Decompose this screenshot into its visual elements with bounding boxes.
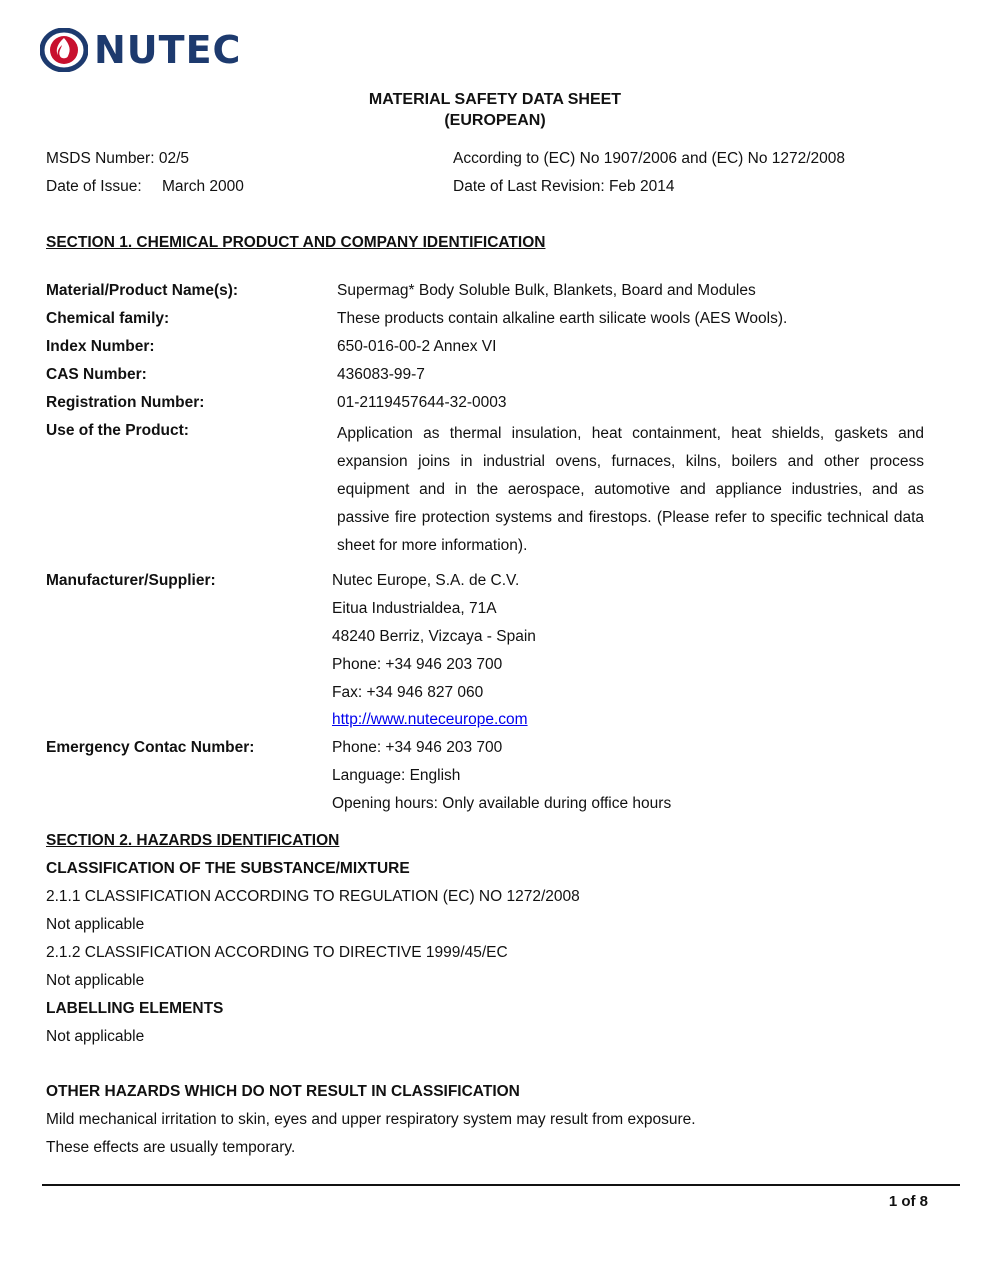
manufacturer-line: Nutec Europe, S.A. de C.V.: [332, 572, 520, 589]
date-of-issue-value: March 2000: [162, 178, 244, 195]
msds-number: MSDS Number: 02/5: [46, 150, 189, 167]
classification-1272: 2.1.1 CLASSIFICATION ACCORDING TO REGULATION (EC) NO 1272/2008: [46, 888, 580, 905]
page-number: 1 of 8: [888, 1193, 928, 1210]
website-link[interactable]: http://www.nuteceurope.com: [332, 711, 528, 728]
field-label: Material/Product Name(s):: [46, 282, 239, 299]
section1-heading: SECTION 1. CHEMICAL PRODUCT AND COMPANY IDENTIFICATION: [46, 234, 546, 251]
emergency-phone: Phone: +34 946 203 700: [332, 739, 503, 756]
flame-emblem-icon: [40, 28, 88, 72]
other-hazards-text: These effects are usually temporary.: [46, 1139, 296, 1156]
use-of-product-label: Use of the Product:: [46, 422, 189, 439]
classification-1999: 2.1.2 CLASSIFICATION ACCORDING TO DIRECTIVE 1999/45/EC: [46, 944, 508, 961]
emergency-language: Language: English: [332, 767, 461, 784]
use-of-product-text: Application as thermal insulation, heat containment, heat shields, gaskets and expansion joins in industrial ovens, furnaces, kilns, boilers and other process equipment and in the aerospace, automotive and appliance industries, and as passive fire protection systems and firestops. (Please refer to specific technical data sheet for more information).: [337, 425, 924, 554]
field-value: 650-016-00-2 Annex VI: [337, 338, 497, 355]
field-label: CAS Number:: [46, 366, 147, 383]
field-label: Index Number:: [46, 338, 155, 355]
other-hazards-text: Mild mechanical irritation to skin, eyes and upper respiratory system may result from exposure.: [46, 1111, 696, 1128]
regulation-reference: According to (EC) No 1907/2006 and (EC) No 1272/2008: [453, 150, 846, 167]
field-label: Registration Number:: [46, 394, 205, 411]
manufacturer-line: 48240 Berriz, Vizcaya - Spain: [332, 628, 536, 645]
emergency-hours: Opening hours: Only available during office hours: [332, 795, 672, 812]
date-of-issue-label: Date of Issue:: [46, 178, 142, 195]
last-revision-date: Date of Last Revision: Feb 2014: [453, 178, 675, 195]
classification-1999-value: Not applicable: [46, 972, 145, 989]
field-value: Supermag* Body Soluble Bulk, Blankets, Board and Modules: [337, 282, 756, 299]
manufacturer-fax: Fax: +34 946 827 060: [332, 684, 484, 701]
classification-heading: CLASSIFICATION OF THE SUBSTANCE/MIXTURE: [46, 860, 410, 877]
manufacturer-line: Eitua Industrialdea, 71A: [332, 600, 497, 617]
document-subtitle: (EUROPEAN): [444, 112, 546, 129]
field-value: 436083-99-7: [337, 366, 425, 383]
other-hazards-heading: OTHER HAZARDS WHICH DO NOT RESULT IN CLASSIFICATION: [46, 1083, 520, 1100]
emergency-label: Emergency Contac Number:: [46, 739, 255, 756]
logo-wordmark: NUTEC: [94, 28, 242, 72]
field-value: These products contain alkaline earth silicate wools (AES Wools).: [337, 310, 788, 327]
footer-divider: [42, 1184, 960, 1186]
nutec-logo: [40, 28, 241, 72]
document-title: MATERIAL SAFETY DATA SHEET: [368, 91, 622, 108]
manufacturer-phone: Phone: +34 946 203 700: [332, 656, 503, 673]
labelling-heading: LABELLING ELEMENTS: [46, 1000, 224, 1017]
classification-1272-value: Not applicable: [46, 916, 145, 933]
field-value: 01-2119457644-32-0003: [337, 394, 507, 411]
labelling-value: Not applicable: [46, 1028, 145, 1045]
manufacturer-label: Manufacturer/Supplier:: [46, 572, 216, 589]
field-label: Chemical family:: [46, 310, 170, 327]
section2-heading: SECTION 2. HAZARDS IDENTIFICATION: [46, 832, 340, 849]
